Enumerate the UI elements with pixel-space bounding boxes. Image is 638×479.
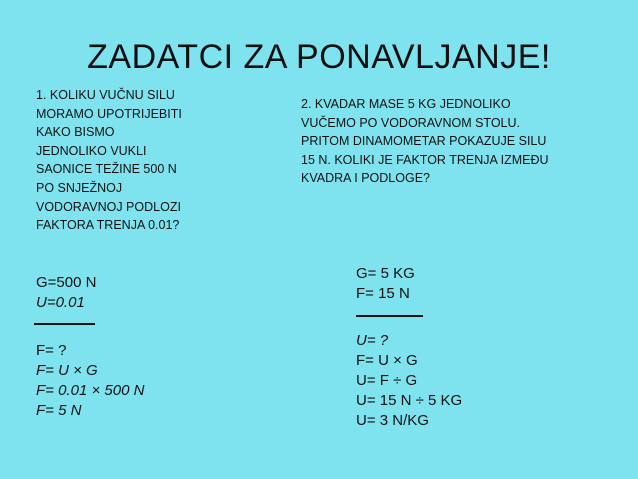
slide-title: ZADATCI ZA PONAVLJANJE! — [87, 38, 551, 76]
given-line: U=0.01 — [36, 294, 85, 311]
task-1-line: MORAMO UPOTRIJEBITI — [36, 106, 182, 121]
task-2-text — [301, 95, 581, 188]
separator-line — [356, 315, 423, 317]
step-line: F= U × G — [36, 362, 98, 379]
step-line: U= ? — [356, 332, 389, 349]
step-line: U= F ÷ G — [356, 372, 418, 389]
separator-line — [34, 323, 95, 325]
step-line: F= U × G — [356, 352, 418, 369]
task-1-line: SAONICE TEŽINE 500 N — [36, 162, 177, 177]
task-1-line: PO SNJEŽNOJ — [36, 180, 123, 195]
given-line: G= 5 KG — [356, 265, 415, 282]
task-2-line: KVADRA I PODLOGE? — [301, 171, 430, 186]
task-1-line: 1. KOLIKU VUČNU SILU — [36, 88, 175, 102]
solution-1-steps — [36, 341, 144, 421]
task-2-line: VUČEMO PO VODORAVNOM STOLU. — [301, 115, 521, 130]
given-line: F= 15 N — [356, 285, 410, 302]
task-2-line: PRITOM DINAMOMETAR POKAZUJE SILU — [301, 134, 547, 149]
task-1-line: KAKO BISMO — [36, 125, 115, 140]
step-line: F= 5 N — [36, 402, 82, 419]
step-line: U= 15 N ÷ 5 KG — [356, 392, 463, 409]
task-1-line: JEDNOLIKO VUKLI — [36, 143, 147, 158]
given-line: G=500 N — [36, 274, 97, 291]
step-line: U= 3 N/KG — [356, 412, 429, 429]
task-1-line: VODORAVNOJ PODLOZI — [36, 199, 181, 214]
solution-2-steps — [356, 331, 462, 431]
solution-1-given — [36, 273, 96, 313]
step-line: F= ? — [36, 342, 67, 359]
task-1-line: FAKTORA TRENJA 0.01? — [36, 218, 180, 233]
task-1-text — [36, 86, 216, 235]
solution-2-given — [356, 264, 415, 304]
step-line: F= 0.01 × 500 N — [36, 382, 145, 399]
task-2-line: 2. KVADAR MASE 5 KG JEDNOLIKO — [301, 97, 511, 111]
task-2-line: 15 N. KOLIKI JE FAKTOR TRENJA IZMEĐU — [301, 152, 549, 167]
